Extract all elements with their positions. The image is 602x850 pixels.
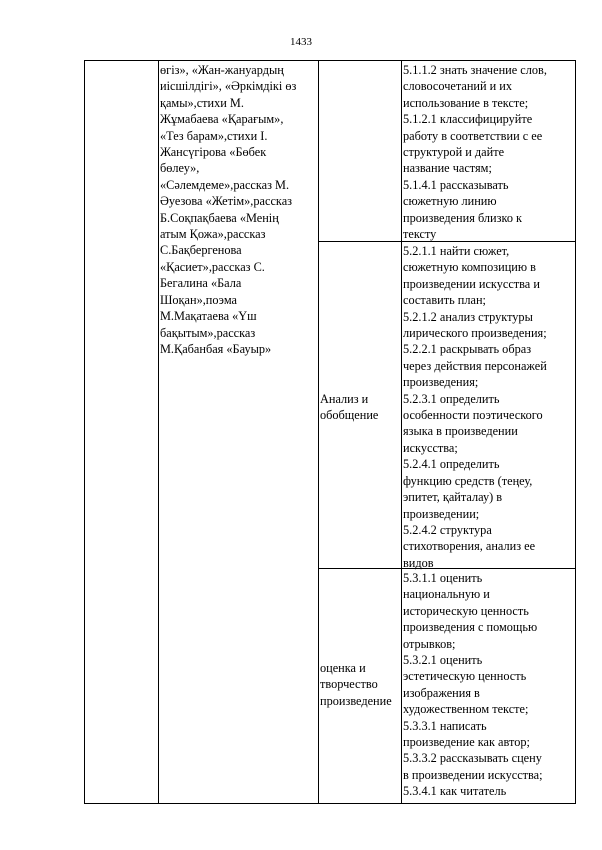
- objective-line: произведения близко к: [403, 210, 523, 225]
- objective-line: видов: [403, 555, 434, 570]
- objective-line: 5.3.2.1 оценить: [403, 653, 483, 668]
- objective-line: языка в произведении: [403, 424, 518, 439]
- literary-works-cell: [160, 62, 318, 357]
- works-line: Бегалина «Бала: [160, 276, 242, 291]
- objective-line: название частям;: [403, 161, 492, 176]
- section-label-line: творчество: [320, 677, 378, 692]
- objective-line: национальную и: [403, 587, 490, 602]
- objective-line: 5.1.4.1 рассказывать: [403, 177, 509, 192]
- works-line: Шоқан»,поэма: [160, 292, 237, 307]
- objective-line: использование в тексте;: [403, 95, 529, 110]
- objective-line: 5.2.4.2 структура: [403, 522, 492, 537]
- column-divider-1: [158, 60, 159, 804]
- works-line: Әуезова «Жетім»,рассказ: [160, 194, 293, 209]
- objective-line: 5.2.1.1 найти сюжет,: [403, 244, 510, 258]
- objective-line: структурой и дайте: [403, 145, 505, 160]
- table-border-bottom: [84, 803, 576, 804]
- works-line: бақытым»,рассказ: [160, 325, 256, 340]
- objective-line: историческую ценность: [403, 603, 529, 618]
- objective-line: эстетическую ценность: [403, 669, 527, 684]
- objective-line: искусства;: [403, 440, 458, 455]
- objective-line: 5.1.2.1 классифицируйте: [403, 112, 533, 127]
- works-line: атым Қожа»,рассказ: [160, 227, 266, 242]
- page-number: 1433: [290, 36, 312, 48]
- objective-line: сюжетную линию: [403, 194, 497, 209]
- works-line: Б.Соқпақбаева «Менің: [160, 210, 279, 225]
- works-line: «Сәлемдеме»,рассказ М.: [160, 177, 290, 192]
- section-label-line: обобщение: [320, 408, 379, 423]
- objective-line: 5.3.1.1 оценить: [403, 571, 483, 585]
- objective-line: 5.2.3.1 определить: [403, 391, 500, 406]
- objective-line: особенности поэтического: [403, 408, 543, 423]
- section-label-line: произведение: [320, 693, 392, 708]
- objectives-cell-1: [403, 62, 571, 242]
- objective-line: лирического произведения;: [403, 326, 547, 341]
- table-border-left: [84, 60, 85, 804]
- works-line: иісшілдігі», «Әркімдікі өз: [160, 79, 297, 94]
- works-line: М.Қабанбая «Бауыр»: [160, 341, 272, 356]
- objective-line: произведении искусства и: [403, 276, 540, 291]
- table-border-top: [84, 60, 576, 61]
- section-label-line: Анализ и: [320, 392, 369, 406]
- objective-line: в произведении искусства;: [403, 767, 543, 782]
- objective-line: изображения в: [403, 685, 480, 700]
- works-line: М.Мақатаева «Үш: [160, 309, 257, 324]
- objective-line: художественном тексте;: [403, 702, 529, 717]
- works-line: өгіз», «Жан-жануардың: [160, 63, 284, 77]
- section-label-analysis: [320, 391, 402, 424]
- objective-line: 5.1.1.2 знать значение слов,: [403, 63, 547, 77]
- section-label-evaluation: [320, 660, 402, 709]
- objective-line: 5.2.4.1 определить: [403, 457, 500, 472]
- objective-line: сюжетную композицию в: [403, 260, 536, 275]
- objective-line: через действия персонажей: [403, 358, 547, 373]
- objective-line: произведение как автор;: [403, 735, 530, 750]
- works-line: «Тез барам»,стихи І.: [160, 128, 268, 143]
- objective-line: работу в соответствии с ее: [403, 128, 543, 143]
- objective-line: 5.3.3.2 рассказывать сцену: [403, 751, 542, 766]
- objective-line: 5.3.4.1 как читатель: [403, 784, 507, 799]
- curriculum-table: [84, 60, 576, 804]
- objective-line: произведении;: [403, 506, 480, 521]
- column-divider-2: [318, 60, 319, 804]
- objective-line: стихотворения, анализ ее: [403, 539, 536, 554]
- objective-line: 5.3.3.1 написать: [403, 718, 487, 733]
- works-line: «Қасиет»,рассказ С.: [160, 259, 265, 274]
- objective-line: отрывков;: [403, 636, 456, 651]
- objective-line: составить план;: [403, 293, 486, 308]
- objective-line: 5.2.2.1 раскрывать образ: [403, 342, 532, 357]
- objective-line: произведения;: [403, 375, 479, 390]
- works-line: Жансүгірова «Бөбек: [160, 145, 267, 160]
- works-line: С.Бақбергенова: [160, 243, 242, 258]
- works-line: бөлеу»,: [160, 161, 200, 176]
- objective-line: эпитет, қайталау) в: [403, 490, 503, 505]
- works-line: Жұмабаева «Қарағым»,: [160, 112, 284, 127]
- objective-line: 5.2.1.2 анализ структуры: [403, 309, 533, 324]
- objective-line: тексту: [403, 227, 437, 242]
- objective-line: произведения с помощью: [403, 620, 538, 635]
- table-border-right: [575, 60, 576, 804]
- works-line: қамы»,стихи М.: [160, 95, 244, 110]
- objectives-cell-2: [403, 243, 571, 571]
- objective-line: словосочетаний и их: [403, 79, 513, 94]
- objectives-cell-3: [403, 570, 571, 800]
- objective-line: функцию средств (теңеу,: [403, 473, 533, 488]
- section-label-line: оценка и: [320, 661, 366, 675]
